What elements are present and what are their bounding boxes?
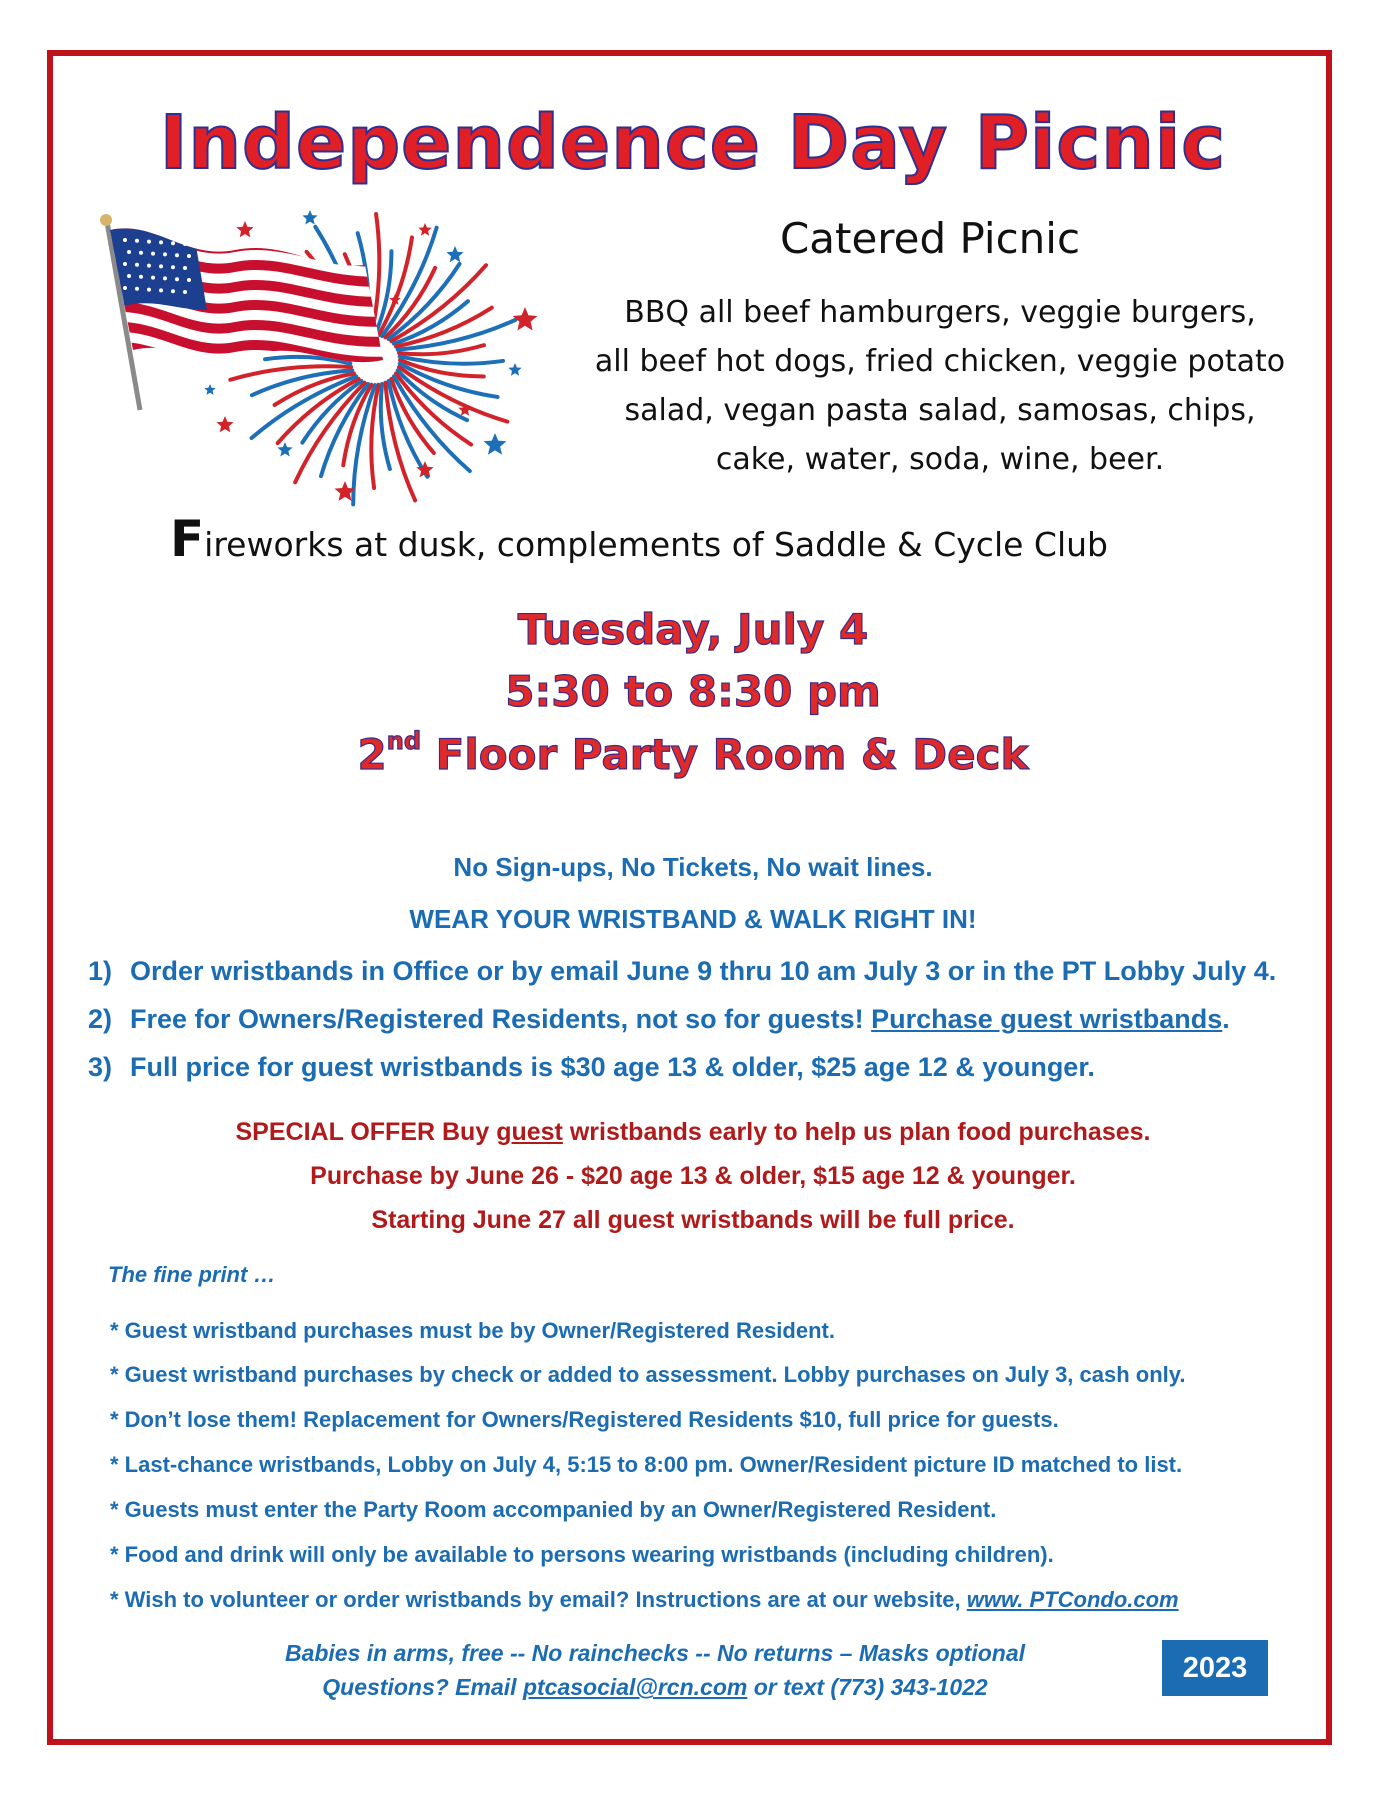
flag-star — [187, 278, 191, 282]
firework-streak — [389, 381, 428, 477]
footer-line1: Babies in arms, free -- No rainchecks -- No returns – Masks optional — [284, 1640, 1026, 1666]
flag-star — [175, 277, 179, 281]
flag-star — [139, 275, 143, 279]
page-title: Independence Day Picnic — [159, 100, 1227, 186]
special-offer-line2: Purchase by June 26 - $20 age 13 & older, $15 age 12 & younger. — [310, 1162, 1076, 1190]
flag-star — [183, 290, 187, 294]
catered-heading: Catered Picnic — [779, 214, 1081, 263]
menu-line: all beef hot dogs, fried chicken, veggie potato — [594, 344, 1286, 379]
phone-text: or text (773) 343-1022 — [747, 1674, 988, 1700]
fine-print-item: * Food and drink will only be available to persons wearing wristbands (including children). — [110, 1542, 1054, 1567]
step-text-end: . — [1222, 1004, 1230, 1034]
step-number: 3) — [88, 1052, 113, 1082]
star-icon — [508, 363, 521, 376]
flag-star — [187, 254, 191, 258]
website-link[interactable]: www. PTCondo.com — [966, 1587, 1179, 1612]
step-3 — [88, 1052, 1348, 1083]
flag-star — [147, 264, 151, 268]
wristband-callout: WEAR YOUR WRISTBAND & WALK RIGHT IN! — [409, 904, 977, 934]
menu-line: salad, vegan pasta salad, samosas, chips, — [624, 393, 1256, 428]
flag-star — [159, 288, 163, 292]
star-icon — [204, 384, 215, 395]
star-icon — [216, 416, 233, 432]
step-text: Free for Owners/Registered Residents, not so for guests! — [130, 1004, 872, 1034]
step-2 — [88, 1004, 1348, 1035]
firework-streak — [371, 385, 378, 488]
menu-line: cake, water, soda, wine, beer. — [715, 442, 1165, 477]
special-offer-line3: Starting June 27 all guest wristbands will be full price. — [371, 1206, 1015, 1234]
fine-print-item: * Don’t lose them! Replacement for Owners/Registered Residents $10, full price for guests. — [110, 1407, 1059, 1432]
floor-suffix: nd — [386, 727, 422, 755]
flag-star — [147, 240, 151, 244]
email-link[interactable]: ptcasocial@rcn.com — [522, 1674, 748, 1700]
flag-fireworks-illustration — [95, 210, 555, 510]
year-badge: 2023 — [1162, 1640, 1268, 1696]
flag-star — [171, 265, 175, 269]
firework-streak — [400, 364, 498, 397]
flag-star — [147, 288, 151, 292]
fine-print-item-website — [110, 1587, 1340, 1613]
fine-print-item: * Guest wristband purchases must be by Owner/Registered Resident. — [110, 1318, 835, 1343]
fireworks-note — [170, 510, 1270, 568]
flag-star — [123, 286, 127, 290]
menu-line: BBQ all beef hamburgers, veggie burgers, — [624, 295, 1256, 330]
flag-star — [183, 242, 187, 246]
event-date: Tuesday, July 4 — [517, 605, 869, 654]
star-icon — [513, 307, 538, 331]
flag-star — [135, 287, 139, 291]
flag-star — [163, 252, 167, 256]
firework-streak — [379, 237, 412, 335]
star-icon — [302, 210, 317, 225]
flag-star — [151, 276, 155, 280]
step-number: 2) — [88, 1004, 113, 1034]
floor-number: 2 — [357, 730, 387, 779]
flag-star — [171, 289, 175, 293]
star-icon — [446, 246, 463, 262]
step-text: Order wristbands in Office or by email June 9 thru 10 am July 3 or in the PT Lobby July 4. — [130, 956, 1277, 986]
firework-streak — [396, 308, 492, 347]
fireworks-initial: F — [170, 510, 205, 568]
flag-star — [139, 251, 143, 255]
fine-print-item: * Guests must enter the Party Room accompanied by an Owner/Registered Resident. — [110, 1497, 997, 1522]
step-number: 1) — [88, 956, 113, 986]
event-time: 5:30 to 8:30 pm — [505, 667, 881, 716]
flag-star — [175, 253, 179, 257]
flag-star — [183, 266, 187, 270]
flag-star — [135, 239, 139, 243]
flag-star — [159, 240, 163, 244]
fine-print-heading: The fine print … — [108, 1262, 276, 1287]
questions-text: Questions? Email — [322, 1674, 523, 1700]
website-text: * Wish to volunteer or order wristbands by email? Instructions are at our website, — [110, 1587, 967, 1612]
step-1 — [88, 956, 1348, 987]
location-text: Floor Party Room & Deck — [421, 730, 1029, 779]
fine-print-item: * Last-chance wristbands, Lobby on July 4, 5:15 to 8:00 pm. Owner/Resident picture ID matched to list. — [110, 1452, 1183, 1477]
purchase-guest-wristbands-link[interactable]: Purchase guest wristbands — [871, 1004, 1223, 1034]
menu-description — [560, 288, 1320, 484]
flag-star — [127, 274, 131, 278]
step-text: Full price for guest wristbands is $30 age 13 & older, $25 age 12 & younger. — [130, 1052, 1095, 1082]
flag-star — [159, 264, 163, 268]
flag-star — [135, 263, 139, 267]
special-offer-label: SPECIAL OFFER Buy — [235, 1118, 497, 1146]
flag-star — [123, 238, 127, 242]
flag-star — [151, 252, 155, 256]
special-offer-text: wristbands early to help us plan food purchases. — [562, 1118, 1151, 1146]
no-signups-note: No Sign-ups, No Tickets, No wait lines. — [453, 852, 933, 882]
fireworks-text: ireworks at dusk, complements of Saddle & Cycle Club — [204, 525, 1108, 564]
fine-print-item: * Guest wristband purchases by check or added to assessment. Lobby purchases on July 3, cash only. — [110, 1362, 1186, 1387]
star-icon — [418, 223, 431, 236]
firework-streak — [400, 356, 503, 363]
event-location — [0, 727, 1386, 779]
special-offer-line1 — [0, 1118, 1386, 1147]
guest-underlined: guest — [496, 1118, 563, 1146]
star-icon — [277, 442, 292, 457]
flag-star — [171, 241, 175, 245]
star-icon — [484, 433, 507, 455]
flag-star — [123, 262, 127, 266]
footer-line2 — [230, 1674, 1080, 1701]
flag-star — [163, 276, 167, 280]
star-icon — [236, 221, 253, 237]
flag-star — [127, 250, 131, 254]
